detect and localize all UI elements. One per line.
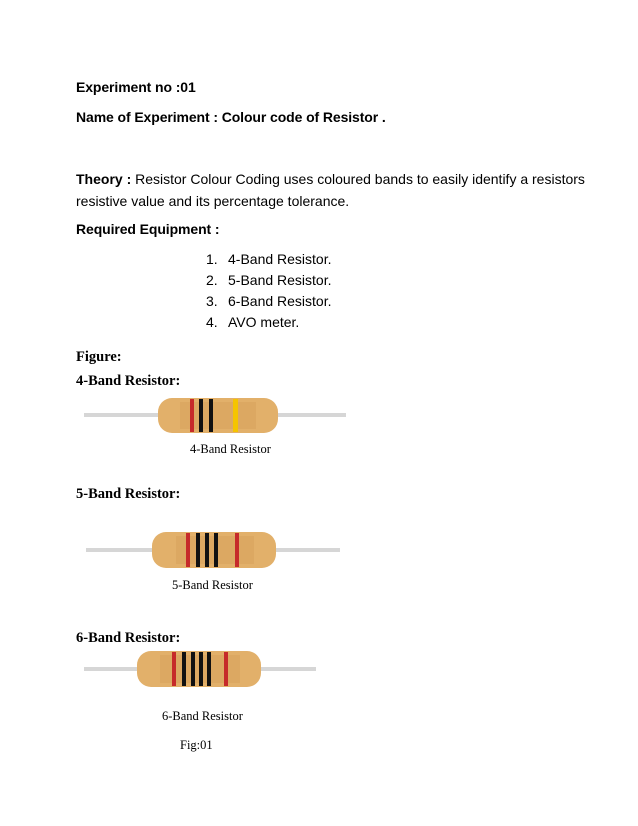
equipment-item <box>206 272 332 288</box>
equipment-item <box>206 251 332 267</box>
experiment-number: Experiment no :01 <box>76 79 196 95</box>
equipment-item <box>206 314 299 330</box>
band-black <box>214 533 218 567</box>
equipment-item-text: 5-Band Resistor. <box>228 272 332 288</box>
four-band-heading: 4-Band Resistor: <box>76 373 181 389</box>
theory-line-1: Resistor Colour Coding uses coloured bands to easily identify a resistors <box>135 171 585 187</box>
equipment-item-number: 3. <box>206 293 218 309</box>
equipment-heading: Required Equipment : <box>76 221 220 237</box>
band-black <box>199 399 203 432</box>
band-red <box>172 652 176 686</box>
band-black <box>205 533 209 567</box>
band-red <box>186 533 190 567</box>
band-black <box>196 533 200 567</box>
six-band-caption: 6-Band Resistor <box>162 709 243 723</box>
band-black <box>191 652 195 686</box>
six-band-resistor-image <box>0 640 638 700</box>
band-black <box>182 652 186 686</box>
band-red <box>190 399 194 432</box>
equipment-item <box>206 293 332 309</box>
theory-line-2: resistive value and its percentage tolerance. <box>76 193 350 209</box>
theory-label: Theory : <box>76 171 132 187</box>
band-black <box>207 652 211 686</box>
band-black <box>199 652 203 686</box>
equipment-item-number: 1. <box>206 251 218 267</box>
equipment-item-number: 4. <box>206 314 218 330</box>
figure-number: Fig:01 <box>180 738 213 752</box>
four-band-caption: 4-Band Resistor <box>190 442 271 456</box>
five-band-resistor-image <box>0 520 638 580</box>
equipment-item-text: 6-Band Resistor. <box>228 293 332 309</box>
six-band-heading: 6-Band Resistor: <box>76 630 181 646</box>
band-black <box>209 399 213 432</box>
band-yellow <box>233 399 238 432</box>
equipment-item-text: 4-Band Resistor. <box>228 251 332 267</box>
equipment-item-text: AVO meter. <box>228 314 300 330</box>
band-red <box>235 533 239 567</box>
band-red <box>224 652 228 686</box>
experiment-name: Name of Experiment : Colour code of Resistor . <box>76 109 386 125</box>
four-band-resistor-image <box>0 384 638 444</box>
five-band-heading: 5-Band Resistor: <box>76 486 181 502</box>
theory-paragraph <box>76 168 585 190</box>
equipment-item-number: 2. <box>206 272 218 288</box>
five-band-caption: 5-Band Resistor <box>172 578 253 592</box>
figure-label: Figure: <box>76 349 122 365</box>
